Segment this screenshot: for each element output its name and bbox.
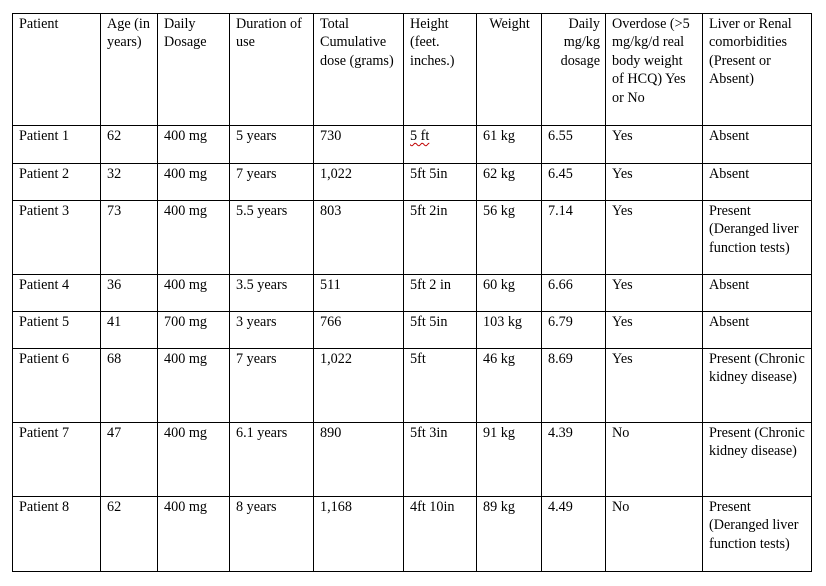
cell-daily-dosage: 400 mg (158, 349, 230, 423)
table-row (13, 164, 812, 201)
cell-mgkg: 6.55 (542, 126, 606, 164)
cell-duration: 3 years (230, 312, 314, 349)
cell-daily-dosage: 400 mg (158, 423, 230, 497)
cell-age: 41 (101, 312, 158, 349)
cell-patient: Patient 8 (13, 497, 101, 572)
header-daily-dosage: Daily Dosage (158, 14, 230, 126)
cell-comorbidities: Absent (703, 275, 812, 312)
header-row (13, 14, 812, 126)
header-cumulative-dose: Total Cumulative dose (grams) (314, 14, 404, 126)
table-row (13, 126, 812, 164)
cell-daily-dosage: 400 mg (158, 497, 230, 572)
cell-overdose: Yes (606, 275, 703, 312)
cell-cumulative-dose: 730 (314, 126, 404, 164)
cell-overdose: No (606, 497, 703, 572)
cell-overdose: No (606, 423, 703, 497)
cell-cumulative-dose: 803 (314, 201, 404, 275)
patient-table (12, 13, 812, 572)
table-row (13, 201, 812, 275)
header-comorbidities: Liver or Renal comorbidities (Present or Absent) (703, 14, 812, 126)
cell-cumulative-dose: 1,168 (314, 497, 404, 572)
cell-overdose: Yes (606, 201, 703, 275)
header-patient: Patient (13, 14, 101, 126)
cell-comorbidities: Present (Deranged liver function tests) (703, 201, 812, 275)
cell-daily-dosage: 400 mg (158, 126, 230, 164)
header-overdose: Overdose (>5 mg/kg/d real body weight of HCQ) Yes or No (606, 14, 703, 126)
cell-comorbidities: Absent (703, 126, 812, 164)
cell-mgkg: 8.69 (542, 349, 606, 423)
cell-duration: 5.5 years (230, 201, 314, 275)
cell-comorbidities: Present (Chronic kidney disease) (703, 423, 812, 497)
table-row (13, 497, 812, 572)
cell-mgkg: 4.49 (542, 497, 606, 572)
cell-patient: Patient 6 (13, 349, 101, 423)
cell-mgkg: 6.45 (542, 164, 606, 201)
cell-height: 5ft 2in (404, 201, 477, 275)
cell-weight: 91 kg (477, 423, 542, 497)
cell-overdose: Yes (606, 312, 703, 349)
cell-patient: Patient 7 (13, 423, 101, 497)
cell-height-text: 5 ft (410, 128, 430, 144)
cell-age: 73 (101, 201, 158, 275)
cell-comorbidities: Present (Chronic kidney disease) (703, 349, 812, 423)
header-height: Height (feet. inches.) (404, 14, 477, 126)
cell-patient: Patient 4 (13, 275, 101, 312)
cell-patient: Patient 3 (13, 201, 101, 275)
cell-patient: Patient 2 (13, 164, 101, 201)
cell-age: 62 (101, 126, 158, 164)
cell-weight: 89 kg (477, 497, 542, 572)
table-row (13, 275, 812, 312)
header-mgkg-dosage: Daily mg/kg dosage (542, 14, 606, 126)
cell-duration: 8 years (230, 497, 314, 572)
cell-cumulative-dose: 890 (314, 423, 404, 497)
cell-comorbidities: Absent (703, 312, 812, 349)
cell-daily-dosage: 400 mg (158, 164, 230, 201)
table-row (13, 423, 812, 497)
cell-duration: 6.1 years (230, 423, 314, 497)
cell-duration: 7 years (230, 349, 314, 423)
cell-duration: 5 years (230, 126, 314, 164)
cell-daily-dosage: 700 mg (158, 312, 230, 349)
cell-duration: 7 years (230, 164, 314, 201)
table-row (13, 349, 812, 423)
cell-daily-dosage: 400 mg (158, 275, 230, 312)
cell-duration: 3.5 years (230, 275, 314, 312)
cell-height: 5ft 5in (404, 164, 477, 201)
cell-patient: Patient 5 (13, 312, 101, 349)
table-row (13, 312, 812, 349)
cell-height (404, 126, 477, 164)
cell-overdose: Yes (606, 349, 703, 423)
cell-weight: 46 kg (477, 349, 542, 423)
cell-comorbidities: Present (Deranged liver function tests) (703, 497, 812, 572)
cell-weight: 60 kg (477, 275, 542, 312)
cell-weight: 103 kg (477, 312, 542, 349)
cell-age: 68 (101, 349, 158, 423)
cell-overdose: Yes (606, 126, 703, 164)
cell-height: 5ft 2 in (404, 275, 477, 312)
cell-patient: Patient 1 (13, 126, 101, 164)
header-age: Age (in years) (101, 14, 158, 126)
cell-height: 4ft 10in (404, 497, 477, 572)
cell-age: 36 (101, 275, 158, 312)
header-duration: Duration of use (230, 14, 314, 126)
cell-daily-dosage: 400 mg (158, 201, 230, 275)
cell-age: 32 (101, 164, 158, 201)
cell-mgkg: 4.39 (542, 423, 606, 497)
cell-cumulative-dose: 1,022 (314, 164, 404, 201)
cell-age: 47 (101, 423, 158, 497)
header-weight: Weight (477, 14, 542, 126)
cell-cumulative-dose: 511 (314, 275, 404, 312)
cell-overdose: Yes (606, 164, 703, 201)
cell-age: 62 (101, 497, 158, 572)
cell-cumulative-dose: 1,022 (314, 349, 404, 423)
cell-mgkg: 7.14 (542, 201, 606, 275)
cell-mgkg: 6.66 (542, 275, 606, 312)
cell-height: 5ft 3in (404, 423, 477, 497)
cell-weight: 56 kg (477, 201, 542, 275)
cell-height: 5ft 5in (404, 312, 477, 349)
cell-weight: 62 kg (477, 164, 542, 201)
cell-comorbidities: Absent (703, 164, 812, 201)
cell-height: 5ft (404, 349, 477, 423)
cell-cumulative-dose: 766 (314, 312, 404, 349)
cell-weight: 61 kg (477, 126, 542, 164)
cell-mgkg: 6.79 (542, 312, 606, 349)
